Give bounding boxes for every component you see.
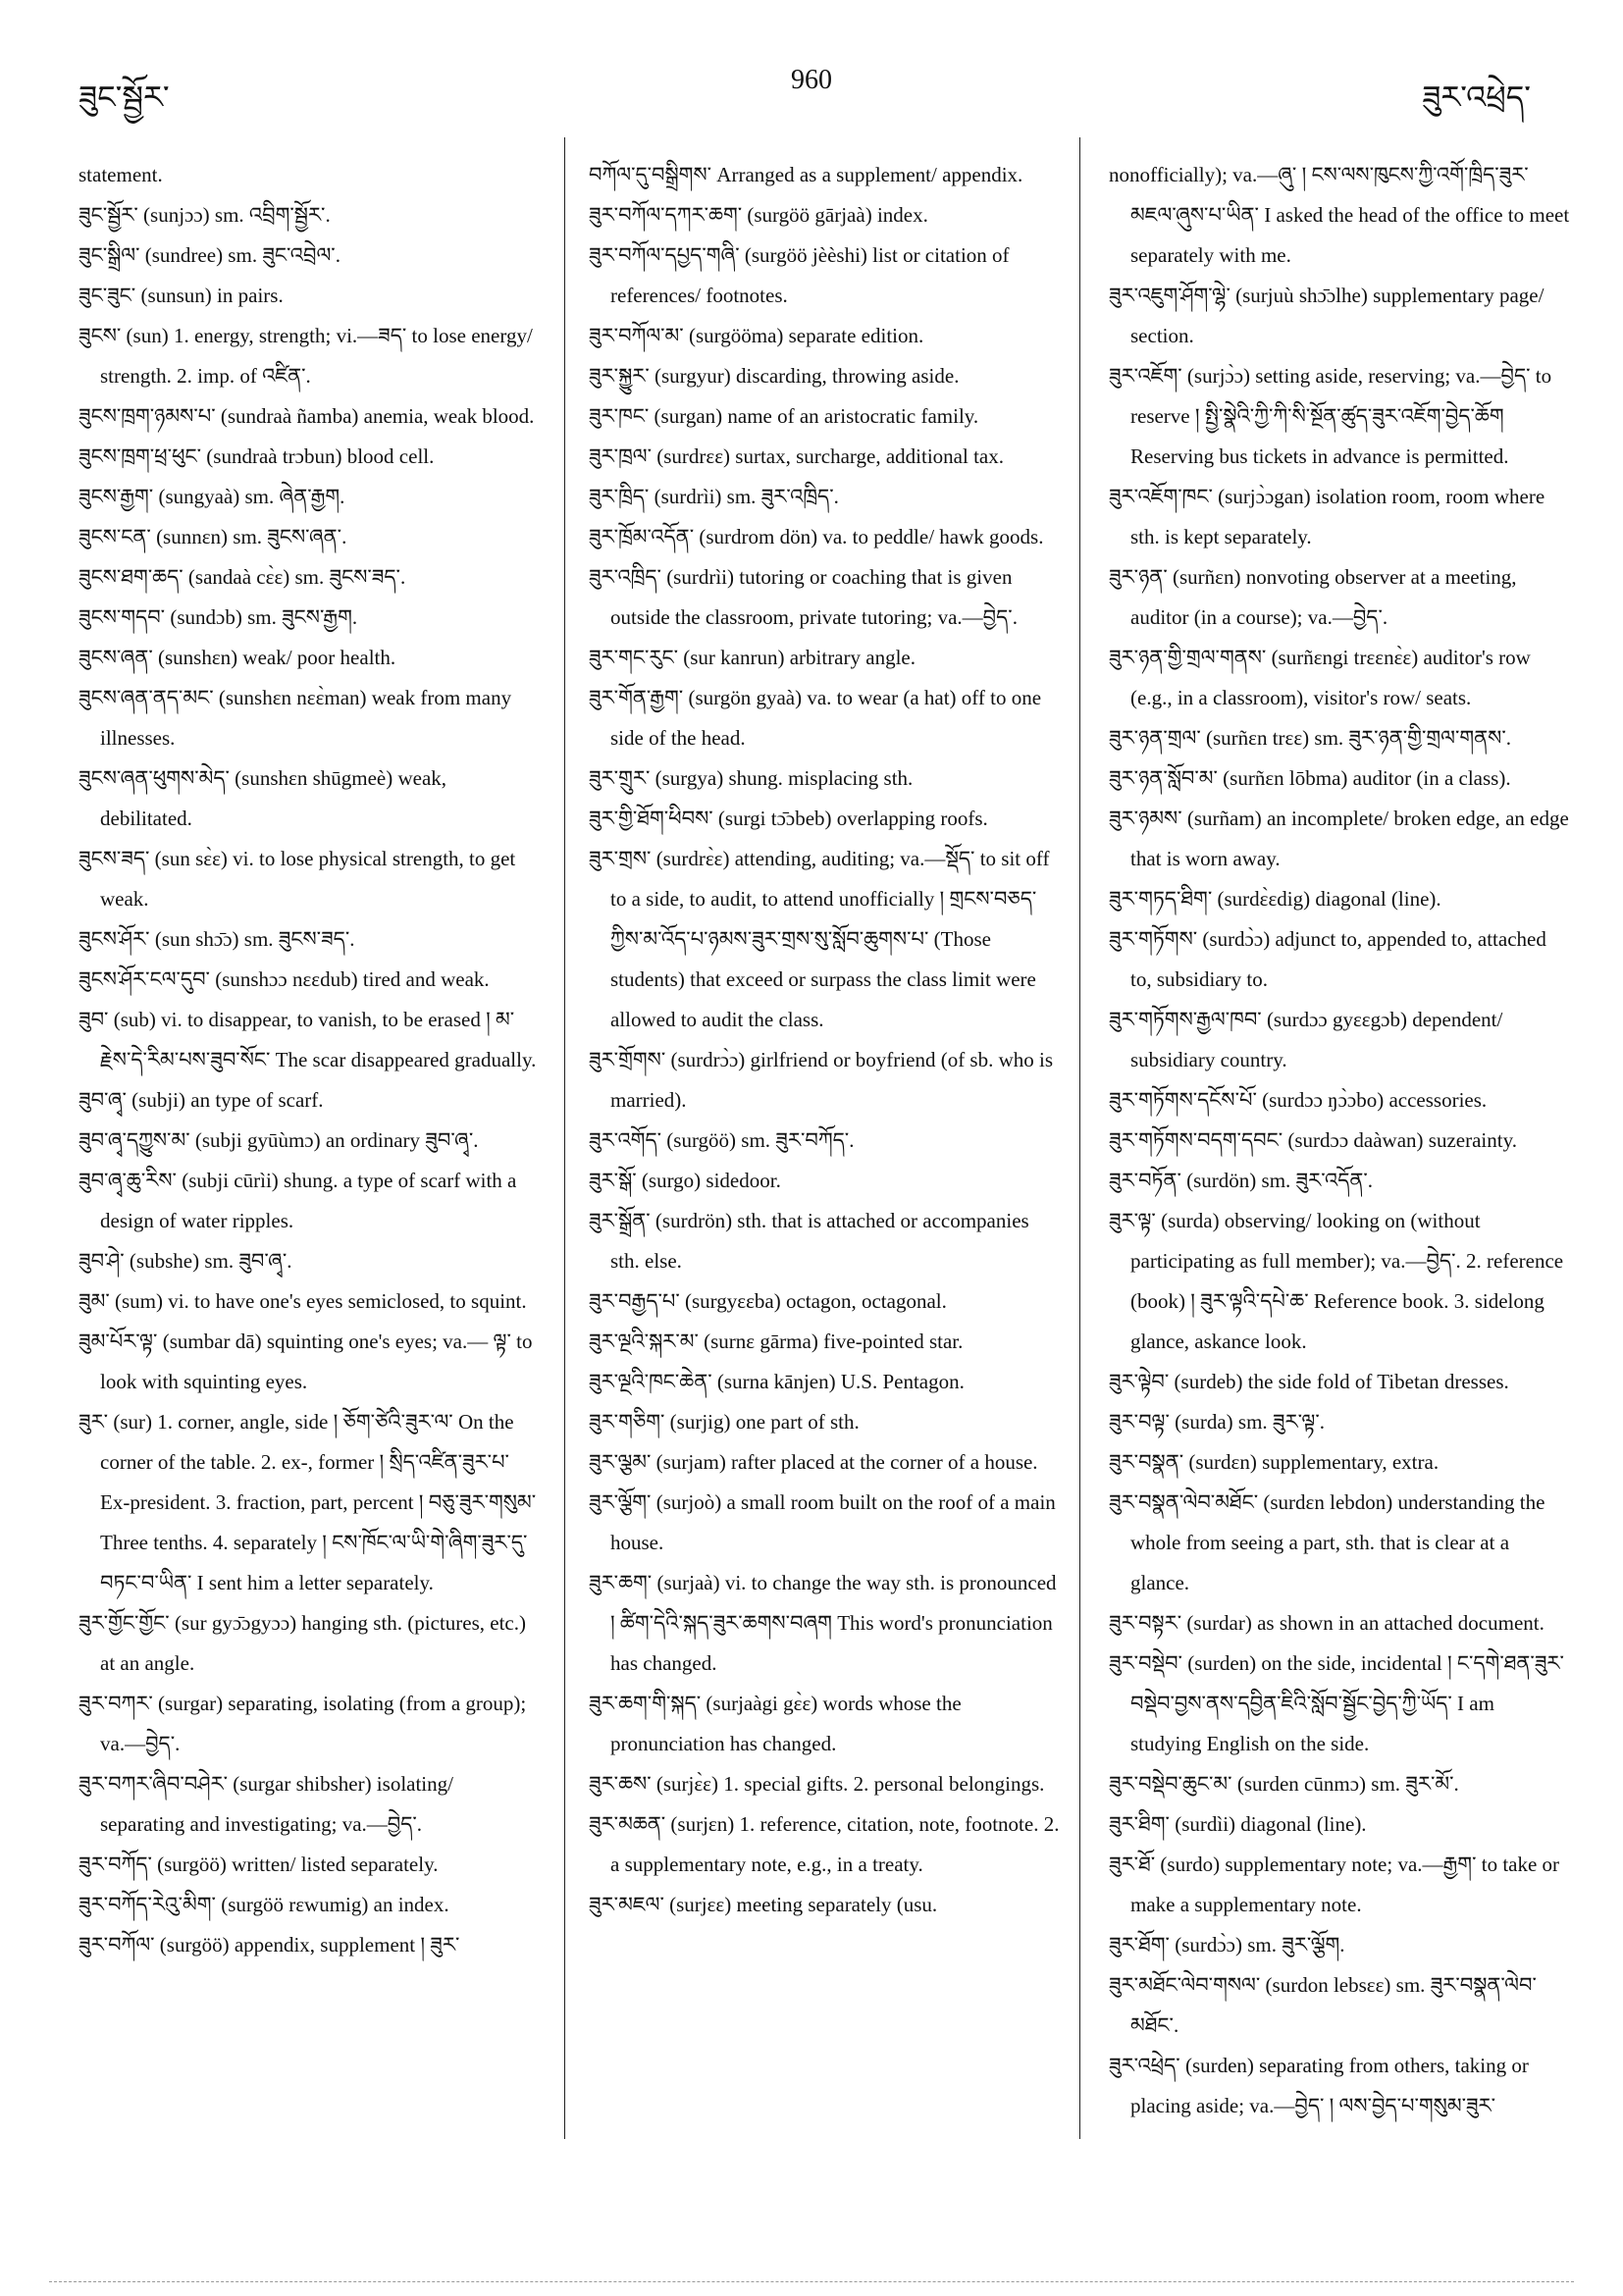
dictionary-entry: ཟུར་ཆག་ (surjaà) vi. to change the way sth. is pronounced ། ཚིག་དེའི་སྐད་ཟུར་ཆགས་བཞག This word's pronunciation has changed. bbox=[589, 1571, 1057, 1675]
dictionary-entry: ཟུངས་ཞན་ཕུགས་མེད་ (sunshɛn shūgmeè) weak, debilitated. bbox=[79, 766, 447, 830]
dictionary-entry: ཟུར་གཅིག་ (surjig) one part of sth. bbox=[589, 1410, 860, 1434]
dictionary-entry: ཟུངས་ཞན་ནད་མང་ (sunshɛn nɛɛ̀man) weak from many illnesses. bbox=[79, 686, 512, 750]
dictionary-entry: ཟུར་ལྕམ་ (surjam) rafter placed at the corner of a house. bbox=[589, 1450, 1038, 1474]
column-1 bbox=[79, 155, 540, 1965]
dictionary-entry: statement. bbox=[79, 163, 163, 186]
dictionary-entry: ཟུར་བཀོལ་མ་ (surgööma) separate edition. bbox=[589, 324, 924, 347]
dictionary-entry: ཟུར་ (sur) 1. corner, angle, side ། ཅོག་ཙེའི་ཟུར་ལ་ On the corner of the table. 2. ex-, former ། སྲིད་འཛིན་ཟུར་པ་ Ex-president. 3. fraction, part, percent ། བཅུ་ཟུར་གསུམ་ Three tenths. 4. separately ། ངས་ཁོང་ལ་ཡི་གེ་ཞིག་ཟུར་དུ་བཏང་བ་ཡིན་ I sent him a letter separately. bbox=[79, 1410, 537, 1594]
dictionary-entry: ཟུར་བརྒྱད་པ་ (surgyɛɛba) octagon, octagonal. bbox=[589, 1289, 947, 1313]
dictionary-entry: ཟུར་གཏོགས་ (surdɔ̀ɔ) adjunct to, appended to, attached to, subsidiary to. bbox=[1109, 927, 1546, 991]
column-2 bbox=[589, 155, 1060, 1925]
dictionary-entry: ཟུར་ཆས་ (surjɛ̀ɛ) 1. special gifts. 2. personal belongings. bbox=[589, 1772, 1045, 1796]
column-divider bbox=[1079, 137, 1080, 2139]
dictionary-entry: ཟུར་བསྣན་ (surdɛn) supplementary, extra. bbox=[1109, 1450, 1440, 1474]
dictionary-entry: ཟུར་བསྡེབ་ (surden) on the side, incidental ། ང་དགེ་ཐན་ཟུར་བསྡེབ་བྱས་ནས་དབྱིན་ཇིའི་སློབ་སྦྱོང་བྱེད་ཀྱི་ཡོད་ I am studying English on the side. bbox=[1109, 1651, 1564, 1755]
dictionary-entry: ཟུར་འཕྲེད་ (surden) separating from others, taking or placing aside; va.—བྱེད་ ། ལས་བྱེད་པ་གསུམ་ཟུར་ bbox=[1109, 2054, 1529, 2117]
dictionary-entry: ཟུར་བསྡེབ་ཆུང་མ་ (surden cūnmɔ) sm. ཟུར་མོ་. bbox=[1109, 1772, 1459, 1796]
dictionary-entry: ཟུངས་ཤོར་ངལ་དུབ་ (sunshɔɔ nɛɛdub) tired and weak. bbox=[79, 967, 490, 991]
dictionary-entry: ཟུར་བསྟར་ (surdar) as shown in an attached document. bbox=[1109, 1611, 1544, 1635]
dictionary-entry: ཟུར་བཀོད་ (surgöö) written/ listed separately. bbox=[79, 1852, 439, 1876]
dictionary-entry: ཟུར་སྒྲོན་ (surdrön) sth. that is attached or accompanies sth. else. bbox=[589, 1209, 1029, 1273]
dictionary-entry: ཟུར་བཏོན་ (surdön) sm. ཟུར་འདོན་. bbox=[1109, 1169, 1374, 1192]
dictionary-entry: ཟུར་གོན་རྒྱག་ (surgön gyaà) va. to wear (a hat) off to one side of the head. bbox=[589, 686, 1042, 750]
dictionary-entry: ཟུར་ཐོག་ (surdɔ̀ɔ) sm. ཟུར་ལྕོག. bbox=[1109, 1933, 1345, 1957]
dictionary-entry: ཟུར་གཏོགས་དངོས་པོ་ (surdɔɔ ŋɔ̀ɔbo) accessories. bbox=[1109, 1088, 1488, 1112]
dictionary-entry: བཀོལ་དུ་བསྒྲིགས་ Arranged as a supplement/ appendix. bbox=[589, 163, 1023, 186]
dictionary-entry: ཟུར་གཏོགས་བདག་དབང་ (surdɔɔ daàwan) suzerainty. bbox=[1109, 1128, 1517, 1152]
page-bottom-edge bbox=[49, 2281, 1574, 2282]
dictionary-entry: ཟུམ་པོར་ལྟ་ (sumbar dā) squinting one's eyes; va.— ལྟ་ to look with squinting eyes. bbox=[79, 1330, 533, 1393]
dictionary-entry: ཟུངས་ (sun) 1. energy, strength; vi.—ཟད་ to lose energy/ strength. 2. imp. of འཛིན་. bbox=[79, 324, 533, 388]
dictionary-entry: ཟུར་འཇུག་ཤོག་ལྷེ་ (surjuù shɔ̄ɔlhe) supplementary page/ section. bbox=[1109, 284, 1544, 347]
dictionary-entry: ཟུངས་ཐག་ཆད་ (sandaà cɛ̀ɛ) sm. ཟུངས་ཟད་. bbox=[79, 565, 406, 589]
dictionary-entry: ཟུར་སྒོ་ (surgo) sidedoor. bbox=[589, 1169, 781, 1192]
dictionary-entry: ཟུར་ཉན་གྱི་གྲལ་གནས་ (surñɛngi trɛɛnɛ̀ɛ) auditor's row (e.g., in a classroom), visitor's row/ seats. bbox=[1109, 646, 1531, 709]
dictionary-entry: ཟུར་བཀོལ་དཔྱད་གཞི་ (surgöö jèèshi) list or citation of references/ footnotes. bbox=[589, 243, 1010, 307]
dictionary-entry: ཟུར་བཀར་ཞིབ་བཤེར་ (surgar shibsher) isolating/ separating and investigating; va.—བྱེད་. bbox=[79, 1772, 453, 1836]
dictionary-entry: ཟུངས་ཤོར་ (sun shɔ̄ɔ) sm. ཟུངས་ཟད་. bbox=[79, 927, 355, 951]
dictionary-entry: ཟུར་ཐིག་ (surdìi) diagonal (line). bbox=[1109, 1812, 1367, 1836]
dictionary-entry: ཟུར་སྐྱུར་ (surgyur) discarding, throwing aside. bbox=[589, 364, 960, 388]
dictionary-entry: ཟུབ་ (sub) vi. to disappear, to vanish, to be erased ། མ་རྗེས་དེ་རིམ་པས་ཟུབ་སོང་ The scar disappeared gradually. bbox=[79, 1008, 537, 1071]
dictionary-entry: ཟུར་ཁྲལ་ (surdrɛɛ) surtax, surcharge, additional tax. bbox=[589, 444, 1004, 468]
dictionary-entry: ཟུབ་ཤེ་ (subshe) sm. ཟུབ་ཞྭ་. bbox=[79, 1249, 292, 1273]
dictionary-entry: ཟུང་སྒྲིལ་ (sundree) sm. ཟུང་འབྲེལ་. bbox=[79, 243, 340, 267]
dictionary-entry: ཟུར་གང་རུང་ (sur kanrun) arbitrary angle. bbox=[589, 646, 916, 669]
dictionary-entry: ཟུར་བསྣན་ལེབ་མཐོང་ (surdɛn lebdon) understanding the whole from seeing a part, sth. that is clear at a glance. bbox=[1109, 1490, 1545, 1594]
dictionary-entry: ཟུར་ཉན་ (surñɛn) nonvoting observer at a meeting, auditor (in a course); va.—བྱེད་. bbox=[1109, 565, 1517, 629]
dictionary-entry: ཟུར་བཀོལ་ (surgöö) appendix, supplement ། ཟུར་ bbox=[79, 1933, 460, 1957]
dictionary-entry: ཟུར་ལྟེབ་ (surdeb) the side fold of Tibetan dresses. bbox=[1109, 1370, 1509, 1393]
dictionary-entry: ཟུར་གཏད་ཐིག་ (surdɛ̀ɛdig) diagonal (line). bbox=[1109, 887, 1441, 911]
running-head-right: ཟུར་འཕྲེད་ bbox=[1422, 79, 1531, 115]
dictionary-entry: ཟུར་གྱི་ཐོག་ཕིབས་ (surgi tɔ̄ɔbeb) overlapping roofs. bbox=[589, 807, 988, 830]
dictionary-entry: ཟུངས་གདབ་ (sundɔb) sm. ཟུངས་རྒྱག. bbox=[79, 605, 358, 629]
dictionary-entry: ཟུང་ཟུང་ (sunsun) in pairs. bbox=[79, 284, 284, 307]
dictionary-entry: ཟུར་ཆག་གི་སྐད་ (surjaàgi gɛ̀ɛ) words whose the pronunciation has changed. bbox=[589, 1692, 962, 1755]
dictionary-entry: ཟུར་བཀོད་རེའུ་མིག་ (surgöö rɛwumig) an index. bbox=[79, 1893, 449, 1916]
dictionary-entry: ཟུར་ལྔའི་ཁང་ཆེན་ (surna kānjen) U.S. Pentagon. bbox=[589, 1370, 965, 1393]
dictionary-entry: ཟུངས་ཁྲག་ཉམས་པ་ (sundraà ñamba) anemia, weak blood. bbox=[79, 404, 535, 428]
dictionary-entry: ཟུར་གྱོང་གྱོང་ (sur gyɔ̄ɔgyɔɔ) hanging sth. (pictures, etc.) at an angle. bbox=[79, 1611, 526, 1675]
dictionary-entry: ཟུབ་ཞྭ་དཀྱུས་མ་ (subji gyūùmɔ) an ordinary ཟུབ་ཞྭ་. bbox=[79, 1128, 479, 1152]
dictionary-entry: ཟུར་འཇོག་ (surjɔ̀ɔ) setting aside, reserving; va.—བྱེད་ to reserve ། སྤྱི་སྣེའི་ཀྱི་ཀི་སི་སྔོན་ཚུད་ཟུར་འཇོག་བྱེད་ཆོག Reserving bus tickets in advance is permitted. bbox=[1109, 364, 1552, 468]
dictionary-entry: ཟུབ་ཞྭ་ཆུ་རིས་ (subji cūrìi) shung. a type of scarf with a design of water ripples. bbox=[79, 1169, 517, 1232]
column-3 bbox=[1109, 155, 1570, 2126]
dictionary-entry: ཟུར་མཐོང་ལེབ་གསལ་ (surdon lebsɛɛ) sm. ཟུར་བསྣན་ལེབ་མཐོང་. bbox=[1109, 1973, 1537, 2037]
dictionary-entry: ཟུར་འགོད་ (surgöö) sm. ཟུར་བཀོད་. bbox=[589, 1128, 855, 1152]
dictionary-entry: ཟུངས་ཞན་ (sunshɛn) weak/ poor health. bbox=[79, 646, 396, 669]
dictionary-entry: ཟུར་ཉན་གྲལ་ (surñɛn trɛɛ) sm. ཟུར་ཉན་གྱི་གྲལ་གནས་. bbox=[1109, 726, 1511, 750]
dictionary-entry: ཟུར་ཉན་སློབ་མ་ (surñɛn lōbma) auditor (in a class). bbox=[1109, 766, 1511, 790]
dictionary-entry: ཟུར་ཐོ་ (surdo) supplementary note; va.—རྒྱག་ to take or make a supplementary note. bbox=[1109, 1852, 1560, 1916]
running-head-left: ཟུང་སྦྱོར་ bbox=[79, 79, 170, 115]
page-number: 960 bbox=[791, 65, 832, 95]
dictionary-entry: ཟུངས་རྒྱག་ (sungyaà) sm. ཞེན་རྒྱག. bbox=[79, 485, 345, 508]
dictionary-entry: ཟུར་ཉམས་ (surñam) an incomplete/ broken edge, an edge that is worn away. bbox=[1109, 807, 1569, 870]
dictionary-entry: ཟུར་མཇལ་ (surjɛɛ) meeting separately (usu. bbox=[589, 1893, 938, 1916]
dictionary-entry: ཟུར་ཁྲིད་ (surdrìi) sm. ཟུར་འཁྲིད་. bbox=[589, 485, 839, 508]
dictionary-entry: ཟུབ་ཞྭ་ (subji) an type of scarf. bbox=[79, 1088, 324, 1112]
dictionary-entry: ཟུངས་ཁྲག་ཕྲ་ཕུང་ (sundraà trɔbun) blood cell. bbox=[79, 444, 435, 468]
dictionary-entry: ཟུར་མཆན་ (surjɛn) 1. reference, citation, note, footnote. 2. a supplementary note, e.g., in a treaty. bbox=[589, 1812, 1060, 1876]
dictionary-entry: ཟུར་ལྟ་ (surda) observing/ looking on (without participating as full member); va.—བྱེད་. 2. reference (book) ། ཟུར་ལྟའི་དཔེ་ཆ་ Reference book. 3. sidelong glance, askance look. bbox=[1109, 1209, 1564, 1353]
dictionary-entry: ཟུར་གྲུར་ (surgya) shung. misplacing sth. bbox=[589, 766, 914, 790]
dictionary-entry: ཟུར་ཁྲོམ་འདོན་ (surdrom dön) va. to peddle/ hawk goods. bbox=[589, 525, 1044, 548]
dictionary-entry: ཟུམ་ (sum) vi. to have one's eyes semiclosed, to squint. bbox=[79, 1289, 527, 1313]
dictionary-entry: ཟུར་ལྔའི་སྐར་མ་ (surnɛ gārma) five-pointed star. bbox=[589, 1330, 964, 1353]
column-divider bbox=[564, 137, 565, 2139]
dictionary-entry: ཟུངས་ངན་ (sunnɛn) sm. ཟུངས་ཞན་. bbox=[79, 525, 347, 548]
dictionary-entry: nonofficially); va.—ཞུ་ ། ངས་ལས་ཁུངས་ཀྱི་འགོ་ཁྲིད་ཟུར་མཇལ་ཞུས་པ་ཡིན་ I asked the head of the office to meet separately with me. bbox=[1109, 163, 1570, 267]
dictionary-entry: ཟུར་གྲོགས་ (surdrɔ̀ɔ) girlfriend or boyfriend (of sb. who is married). bbox=[589, 1048, 1054, 1112]
dictionary-entry: ཟུང་སྦྱོར་ (sunjɔɔ) sm. འབྲིག་སྦྱོར་. bbox=[79, 203, 331, 227]
dictionary-entry: ཟུར་ལྕོག་ (surjoò) a small room built on the roof of a main house. bbox=[589, 1490, 1056, 1554]
dictionary-entry: ཟུར་གཏོགས་རྒྱལ་ཁབ་ (surdɔɔ gyɛɛgɔb) dependent/ subsidiary country. bbox=[1109, 1008, 1503, 1071]
dictionary-entry: ཟུར་བཀོལ་དཀར་ཆག་ (surgöö gārjaà) index. bbox=[589, 203, 928, 227]
dictionary-entry: ཟུར་གྲས་ (surdrɛ̀ɛ) attending, auditing; va.—སྡོད་ to sit off to a side, to audit, to attend unofficially ། གྲངས་བཅད་ཀྱིས་མ་འོད་པ་ཉམས་ཟུར་གྲས་སུ་སློབ་ཆུགས་པ་ (Those students) that exceed or surpass the class limit were allowed to audit the class. bbox=[589, 847, 1050, 1031]
dictionary-entry: ཟུར་ཁང་ (surgan) name of an aristocratic family. bbox=[589, 404, 979, 428]
dictionary-entry: ཟུར་འཇོག་ཁང་ (surjɔ̀ɔgan) isolation room, room where sth. is kept separately. bbox=[1109, 485, 1545, 548]
dictionary-entry: ཟུངས་ཟད་ (sun sɛ̀ɛ) vi. to lose physical strength, to get weak. bbox=[79, 847, 516, 911]
dictionary-entry: ཟུར་བཀར་ (surgar) separating, isolating (from a group); va.—བྱེད་. bbox=[79, 1692, 527, 1755]
dictionary-entry: ཟུར་འཁྲིད་ (surdrìi) tutoring or coaching that is given outside the classroom, private tutoring; va.—བྱེད་. bbox=[589, 565, 1018, 629]
dictionary-entry: ཟུར་བལྟ་ (surda) sm. ཟུར་ལྟ་. bbox=[1109, 1410, 1325, 1434]
